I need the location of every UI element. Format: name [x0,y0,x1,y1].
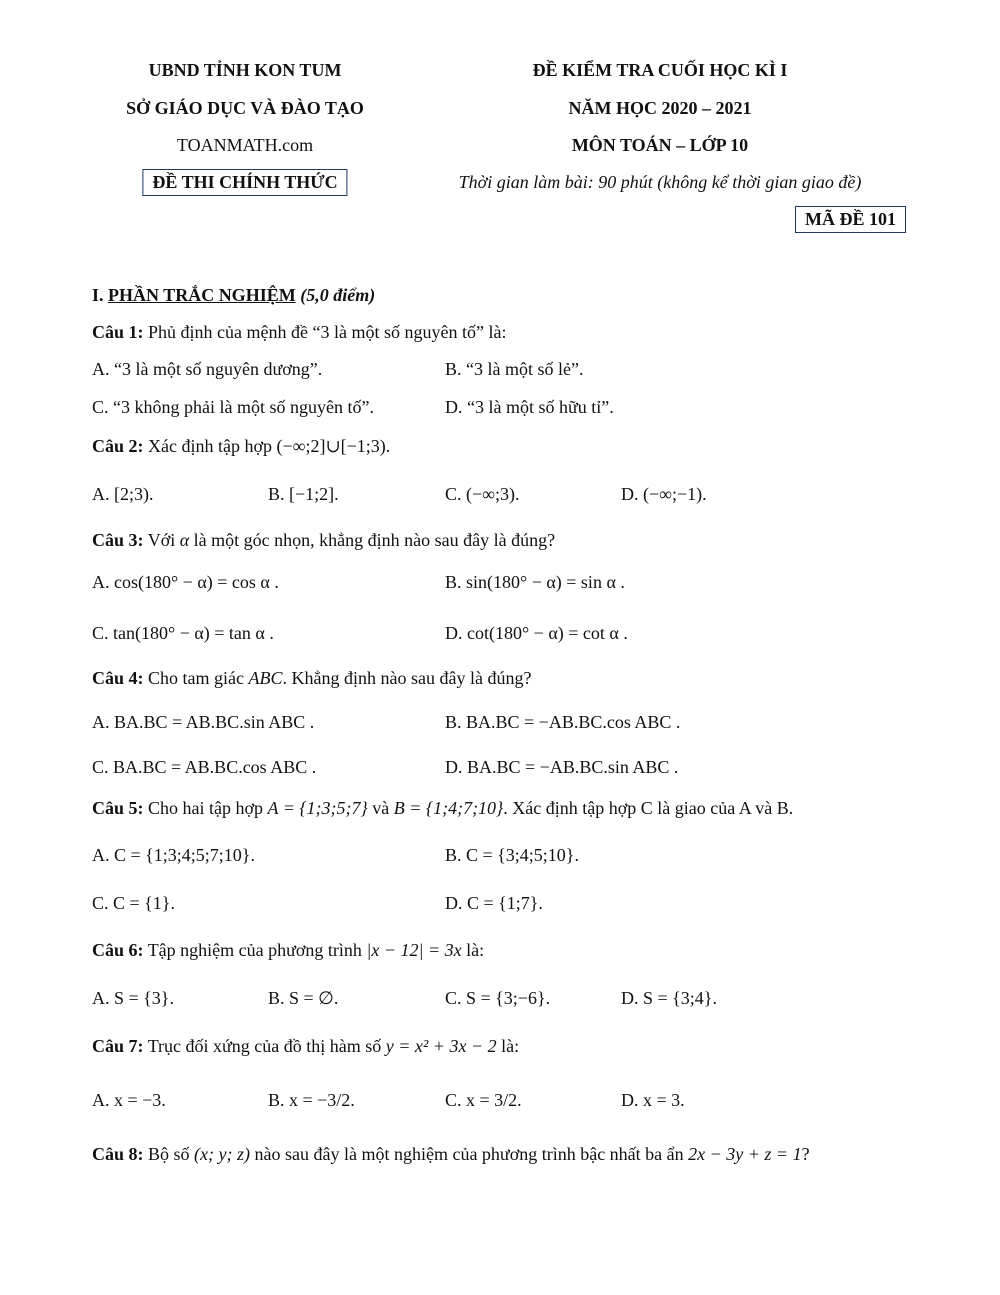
q2-option-d: D. (−∞;−1). [621,484,707,504]
section-number: I. [92,285,109,305]
question-5 [92,798,793,819]
question-4 [92,668,531,689]
q2-option-c: C. (−∞;3). [445,484,520,504]
question-text: Bộ số [143,1144,195,1164]
question-label: Câu 1: [92,322,144,342]
q5-option-d: D. C = {1;7}. [445,893,543,913]
section-title [92,285,375,306]
question-label: Câu 6: [92,940,144,960]
q6-option-b: B. S = ∅. [268,988,339,1008]
subject-grade: MÔN TOÁN – LỚP 10 [571,135,749,155]
question-text: nào sau đây là một nghiệm của phương trình bậc nhất ba ẩn [250,1144,689,1164]
school-year: NĂM HỌC 2020 – 2021 [568,98,752,118]
q5-option-b: B. C = {3;4;5;10}. [445,845,579,865]
question-text: Tập nghiệm của phương trình [143,940,367,960]
question-text: . Xác định tập hợp C là giao của A và B. [503,798,794,818]
question-text: Cho tam giác [143,668,249,688]
q3-option-d: D. cot(180° − α) = cot α . [445,623,628,643]
exam-code-badge: MÃ ĐỀ 101 [795,206,906,233]
set-a: A = {1;3;5;7} [267,798,368,818]
q7-option-b: B. x = −3/2. [268,1090,355,1110]
q6-option-c: C. S = {3;−6}. [445,988,551,1008]
q4-option-c: C. BA.BC = AB.BC.cos ABC . [92,757,317,777]
question-8 [92,1144,810,1165]
q6-option-a: A. S = {3}. [92,988,174,1008]
question-text: và [367,798,394,818]
question-6 [92,940,484,961]
question-label: Câu 7: [92,1036,144,1056]
q7-option-d: D. x = 3. [621,1090,685,1110]
header-department: SỞ GIÁO DỤC VÀ ĐÀO TẠO [126,98,364,118]
header-website: TOANMATH.com [176,135,314,155]
triangle-name: ABC [248,668,283,688]
question-label: Câu 5: [92,798,144,818]
question-1 [92,322,506,343]
question-text: . Khẳng định nào sau đây là đúng? [282,668,532,688]
question-text: là: [496,1036,520,1056]
q3-option-a: A. cos(180° − α) = cos α . [92,572,279,592]
question-text: ? [801,1144,810,1164]
set-b: B = {1;4;7;10} [393,798,504,818]
question-label: Câu 4: [92,668,144,688]
question-2: Câu 2: Xác định tập hợp (−∞;2]∪[−1;3). [92,436,391,456]
question-text: Với [143,530,180,550]
question-text: Phủ định của mệnh đề “3 là một số nguyên tố” là: [143,322,507,342]
question-text: là một góc nhọn, khẳng định nào sau đây là đúng? [189,530,556,550]
section-heading: PHẦN TRẮC NGHIỆM [108,285,296,305]
q7-option-a: A. x = −3. [92,1090,166,1110]
q6-option-d: D. S = {3;4}. [621,988,717,1008]
section-points: (5,0 điểm) [295,285,376,305]
question-label: Câu 3: [92,530,144,550]
q3-option-b: B. sin(180° − α) = sin α . [445,572,625,592]
q7-option-c: C. x = 3/2. [445,1090,522,1110]
exam-duration: Thời gian làm bài: 90 phút (không kể thời gian giao đề) [458,172,862,192]
question-text: là: [461,940,485,960]
q4-option-d: D. BA.BC = −AB.BC.sin ABC . [445,757,679,777]
question-label: Câu 2: [92,436,144,456]
q1-option-c: C. “3 không phải là một số nguyên tố”. [92,397,374,417]
q5-option-a: A. C = {1;3;4;5;7;10}. [92,845,255,865]
q2-option-a: A. [2;3). [92,484,154,504]
q1-option-d: D. “3 là một số hữu tỉ”. [445,397,614,417]
q1-option-a: A. “3 là một số nguyên dương”. [92,359,323,379]
math-expression: (−∞;2]∪[−1;3) [276,436,386,456]
function-expression: y = x² + 3x − 2 [385,1036,497,1056]
q4-option-a: A. BA.BC = AB.BC.sin ABC . [92,712,315,732]
q4-option-b: B. BA.BC = −AB.BC.cos ABC . [445,712,681,732]
question-text: Cho hai tập hợp [143,798,268,818]
header-authority: UBND TỈNH KON TUM [148,60,342,80]
exam-title: ĐỀ KIỂM TRA CUỐI HỌC KÌ I [532,60,788,80]
tuple-expression: (x; y; z) [194,1144,250,1164]
math-equation: 2x − 3y + z = 1 [688,1144,802,1164]
alpha-symbol: α [179,530,190,550]
question-3 [92,530,555,551]
question-label: Câu 8: [92,1144,144,1164]
question-text: Xác định tập hợp [143,436,277,456]
official-exam-badge: ĐỀ THI CHÍNH THỨC [142,169,347,196]
question-text: Trục đối xứng của đồ thị hàm số [143,1036,386,1056]
q3-option-c: C. tan(180° − α) = tan α . [92,623,274,643]
q5-option-c: C. C = {1}. [92,893,175,913]
q1-option-b: B. “3 là một số lẻ”. [445,359,584,379]
math-equation: |x − 12| = 3x [366,940,462,960]
q2-option-b: B. [−1;2]. [268,484,339,504]
question-7 [92,1036,519,1057]
